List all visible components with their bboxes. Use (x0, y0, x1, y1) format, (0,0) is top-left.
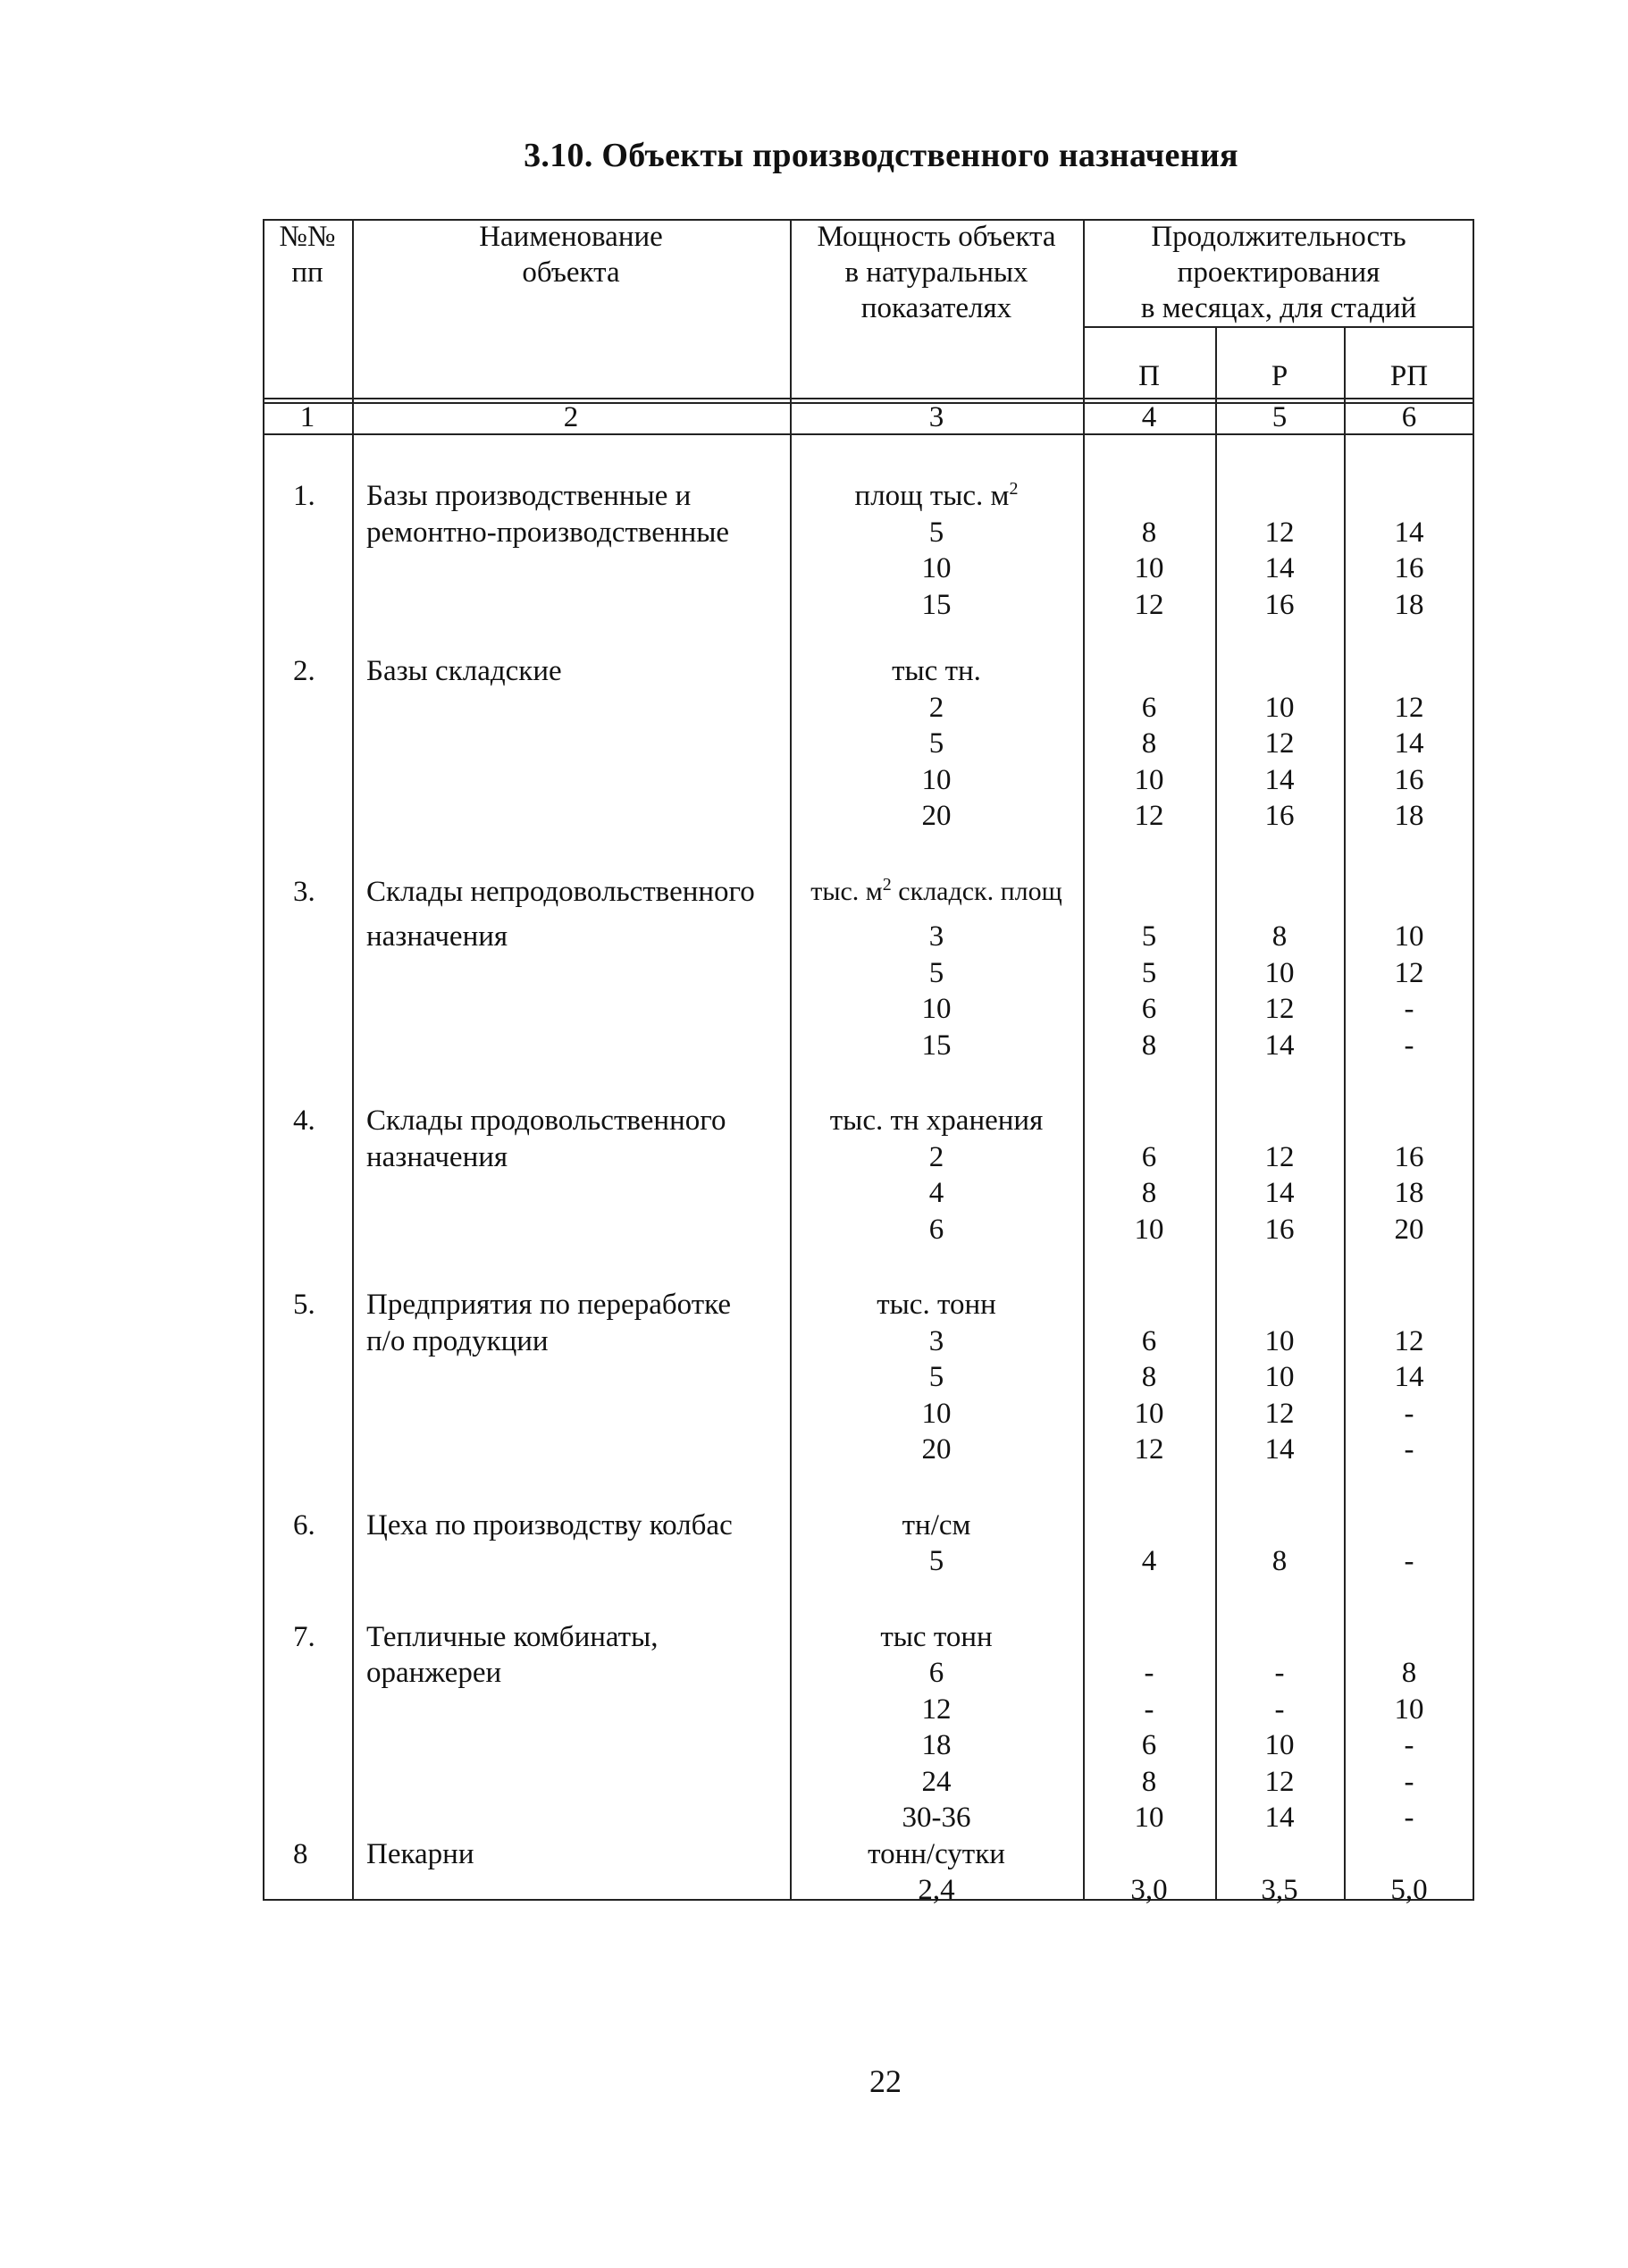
stage-p-value: 3,0 (1130, 1874, 1168, 1906)
stage-rp-value: 12 (1394, 691, 1424, 724)
capacity-value: 6 (928, 1213, 944, 1246)
stage-r-value: 8 (1271, 1545, 1288, 1577)
stage-p-value: - (1144, 1657, 1154, 1689)
row-number: 2. (293, 655, 315, 687)
capacity-value: 10 (921, 993, 952, 1025)
stage-p-value: 8 (1141, 1361, 1157, 1393)
stage-rp-value: - (1404, 1729, 1414, 1761)
column-number: 4 (1141, 401, 1157, 433)
stage-rp-value: 12 (1394, 1324, 1424, 1357)
capacity-value: 4 (928, 1177, 944, 1209)
stage-r-value: 10 (1264, 1729, 1295, 1761)
object-name: п/о продукции (366, 1324, 549, 1357)
stage-r-value: 14 (1264, 1177, 1295, 1209)
stage-p-value: 12 (1134, 800, 1164, 832)
stage-r-value: 12 (1264, 727, 1295, 760)
capacity-unit: площ тыс. $м^2$ (854, 479, 1019, 512)
stage-rp-value: 20 (1394, 1213, 1424, 1246)
stage-r-value: 14 (1264, 1433, 1295, 1466)
capacity-unit: тыс тн. (892, 655, 981, 687)
capacity-value: 3 (928, 1324, 944, 1357)
stage-p-value: 10 (1134, 552, 1164, 584)
stage-rp-value: - (1404, 1397, 1414, 1430)
stage-p-value: 5 (1141, 920, 1157, 953)
data-table (263, 219, 1474, 1906)
stage-p-value: 8 (1141, 1765, 1157, 1798)
stage-rp-value: - (1404, 1545, 1414, 1577)
stage-r-value: 14 (1264, 763, 1295, 796)
column-divider (352, 219, 354, 1899)
header-col-duration: в месяцах, для стадий (1140, 292, 1417, 324)
object-name: Предприятия по переработке (366, 1289, 731, 1321)
stage-p-value: 8 (1141, 516, 1157, 549)
stage-rp-value: 18 (1394, 800, 1424, 832)
stage-r-value: 14 (1264, 552, 1295, 584)
page-title: 3.10. Объекты производственного назначения (524, 137, 1238, 174)
stage-rp-value: - (1404, 1029, 1414, 1062)
header-col-num: №№ (279, 221, 336, 253)
stage-p-value: 10 (1134, 1802, 1164, 1834)
stage-r-value: 12 (1264, 1765, 1295, 1798)
stage-r-value: 8 (1271, 920, 1288, 953)
capacity-value: 5 (928, 516, 944, 549)
row-number: 7. (293, 1620, 315, 1653)
capacity-unit: тыс. тн хранения (829, 1105, 1044, 1137)
header-col-capacity: в натуральных (844, 256, 1028, 289)
stage-rp-value: 10 (1394, 920, 1424, 953)
stage-r-value: 14 (1264, 1802, 1295, 1834)
stage-p-value: 4 (1141, 1545, 1157, 1577)
stage-rp-value: 16 (1394, 1140, 1424, 1173)
capacity-unit: тонн/сутки (868, 1837, 1005, 1870)
stage-rp-value: 10 (1394, 1693, 1424, 1726)
object-name: Цеха по производству колбас (366, 1508, 733, 1541)
stage-p-value: - (1144, 1693, 1154, 1726)
stage-rp-value: - (1404, 1802, 1414, 1834)
header-col-capacity: Мощность объекта (817, 221, 1056, 253)
column-number: 3 (928, 401, 944, 433)
header-stage-1: Р (1271, 360, 1288, 392)
stage-rp-value: 14 (1394, 1361, 1424, 1393)
stage-r-value: 14 (1264, 1029, 1295, 1062)
stage-p-value: 8 (1141, 727, 1157, 760)
row-number: 5. (293, 1289, 315, 1321)
capacity-value: 20 (921, 800, 952, 832)
stage-rp-value: 18 (1394, 588, 1424, 621)
header-col-duration: проектирования (1177, 256, 1380, 289)
header-col-num: пп (291, 256, 323, 289)
object-name: назначения (366, 920, 508, 953)
stage-rp-value: - (1404, 1433, 1414, 1466)
capacity-value: 10 (921, 763, 952, 796)
object-name: ремонтно-производственные (366, 516, 730, 549)
stage-r-value: 10 (1264, 956, 1295, 989)
stage-r-value: 12 (1264, 516, 1295, 549)
superscript: 2 (1009, 479, 1019, 499)
stage-header-rule (1083, 326, 1474, 328)
capacity-value: 2 (928, 1140, 944, 1173)
stage-p-value: 5 (1141, 956, 1157, 989)
header-col-name: объекта (522, 256, 620, 289)
table-left-border (263, 219, 264, 1899)
row-number: 3. (293, 875, 315, 908)
capacity-unit: тыс. $м^2$ складск. площ (810, 874, 1062, 906)
capacity-value: 5 (928, 1361, 944, 1393)
object-name: Пекарни (366, 1837, 474, 1870)
header-col-name: Наименование (479, 221, 663, 253)
capacity-value: 24 (921, 1765, 952, 1798)
capacity-value: 3 (928, 920, 944, 953)
stage-rp-value: 12 (1394, 956, 1424, 989)
capacity-value: 30-36 (902, 1802, 971, 1834)
capacity-unit: тыс. тонн (877, 1289, 996, 1321)
stage-r-value: 10 (1264, 691, 1295, 724)
header-stage-2: РП (1389, 360, 1429, 392)
object-name: Базы складские (366, 655, 562, 687)
row-number: 4. (293, 1105, 315, 1137)
capacity-value: 10 (921, 552, 952, 584)
column-number: 6 (1401, 401, 1417, 433)
page-number: 22 (869, 2063, 902, 2099)
stage-r-value: 12 (1264, 1140, 1295, 1173)
stage-p-value: 12 (1134, 1433, 1164, 1466)
object-name: Склады непродовольственного (366, 875, 755, 908)
capacity-value: 2 (928, 691, 944, 724)
superscript: 2 (882, 874, 892, 895)
stage-r-value: - (1274, 1657, 1285, 1689)
stage-p-value: 6 (1141, 1324, 1157, 1357)
stage-p-value: 10 (1134, 1397, 1164, 1430)
stage-rp-value: 16 (1394, 552, 1424, 584)
object-name: Тепличные комбинаты, (366, 1620, 659, 1653)
stage-r-value: 16 (1264, 800, 1295, 832)
stage-rp-value: 16 (1394, 763, 1424, 796)
column-number: 2 (563, 401, 579, 433)
header-stage-0: П (1138, 360, 1160, 392)
stage-r-value: 16 (1264, 1213, 1295, 1246)
stage-p-value: 8 (1141, 1177, 1157, 1209)
object-name: Базы производственные и (366, 480, 692, 512)
capacity-value: 12 (921, 1693, 952, 1726)
stage-rp-value: 14 (1394, 516, 1424, 549)
stage-rp-value: - (1404, 993, 1414, 1025)
row-number: 6. (293, 1508, 315, 1541)
stage-p-value: 6 (1141, 1729, 1157, 1761)
stage-p-value: 6 (1141, 691, 1157, 724)
header-col-capacity: показателях (860, 292, 1012, 324)
row-number: 8 (293, 1837, 308, 1870)
capacity-value: 15 (921, 588, 952, 621)
stage-rp-value: 14 (1394, 727, 1424, 760)
stage-r-value: 3,5 (1261, 1874, 1298, 1906)
capacity-value: 20 (921, 1433, 952, 1466)
header-col-duration: Продолжительность (1151, 221, 1406, 253)
capacity-value: 10 (921, 1397, 952, 1430)
stage-p-value: 10 (1134, 763, 1164, 796)
stage-r-value: - (1274, 1693, 1285, 1726)
stage-p-value: 8 (1141, 1029, 1157, 1062)
row-number: 1. (293, 480, 315, 512)
stage-p-value: 6 (1141, 1140, 1157, 1173)
capacity-unit: тыс тонн (880, 1620, 993, 1653)
capacity-value: 5 (928, 1545, 944, 1577)
stage-rp-value: - (1404, 1765, 1414, 1798)
object-name: Склады продовольственного (366, 1105, 726, 1137)
stage-rp-value: 8 (1401, 1657, 1417, 1689)
object-name: назначения (366, 1140, 508, 1173)
stage-p-value: 12 (1134, 588, 1164, 621)
stage-r-value: 10 (1264, 1361, 1295, 1393)
capacity-value: 5 (928, 956, 944, 989)
capacity-value: 15 (921, 1029, 952, 1062)
capacity-unit: тн/см (902, 1508, 971, 1541)
capacity-value: 18 (921, 1729, 952, 1761)
stage-r-value: 10 (1264, 1324, 1295, 1357)
stage-rp-value: 18 (1394, 1177, 1424, 1209)
object-name: оранжереи (366, 1657, 502, 1689)
stage-r-value: 16 (1264, 588, 1295, 621)
stage-rp-value: 5,0 (1390, 1874, 1428, 1906)
stage-r-value: 12 (1264, 1397, 1295, 1430)
column-number: 5 (1271, 401, 1288, 433)
capacity-value: 5 (928, 727, 944, 760)
stage-r-value: 12 (1264, 993, 1295, 1025)
column-number: 1 (299, 401, 315, 433)
capacity-value: 2,4 (918, 1874, 955, 1906)
stage-p-value: 10 (1134, 1213, 1164, 1246)
capacity-value: 6 (928, 1657, 944, 1689)
stage-p-value: 6 (1141, 993, 1157, 1025)
